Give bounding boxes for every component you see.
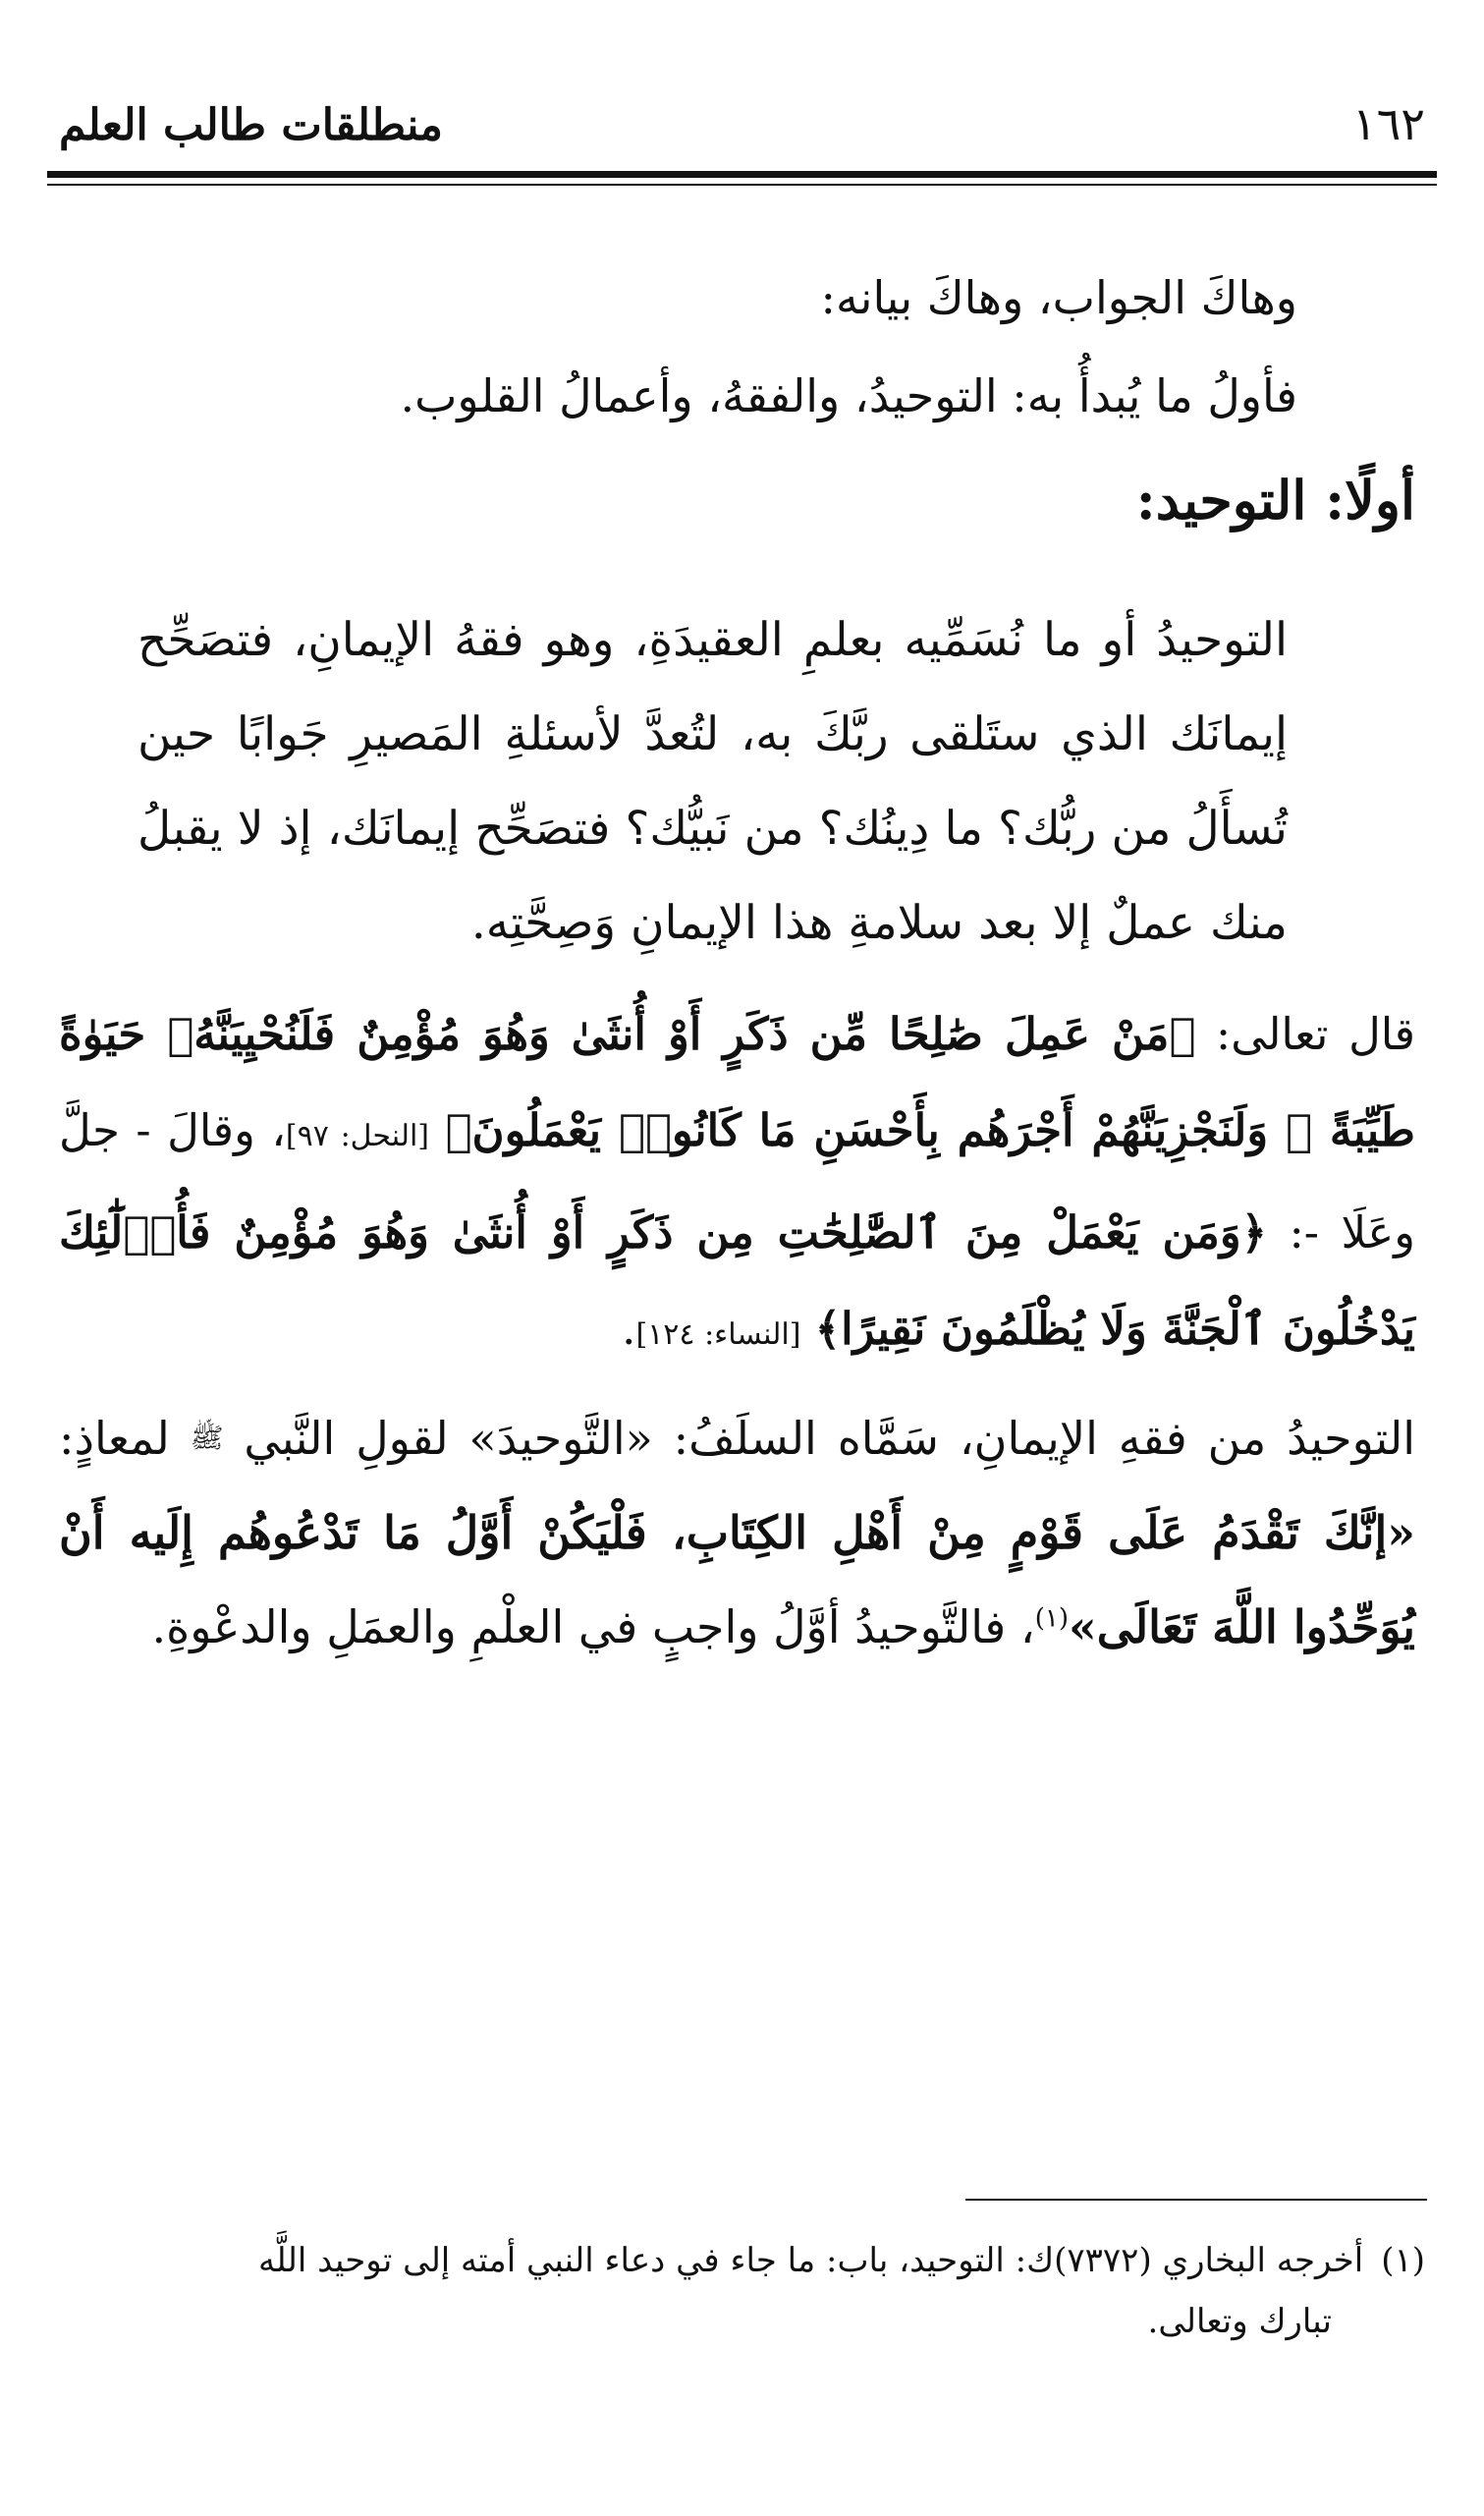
footnote-line-2: تبارك وتعالى.: [1147, 2302, 1332, 2341]
footnote-line-1: [69, 2230, 1425, 2291]
first-start-paragraph: فأولُ ما يُبدأُ به: التوحيدُ، والفقهُ، وأعمالُ القلوب.: [400, 369, 1297, 422]
verse-nisa: ﴿وَمَن يَعْمَلْ مِنَ ٱلصَّٰلِحَٰتِ مِن ذَكَرٍ أَوْ أُنثَىٰ وَهُوَ مُؤْمِنٌ فَأُو۟لَٰٓئِكَ يَدْخُلُونَ ٱلْجَنَّةَ وَلَا يُظْلَمُونَ نَقِيرًا﴾: [59, 1206, 1415, 1355]
tawhid-salaf-paragraph: [59, 1391, 1415, 1674]
salaf-text-1: التوحيدُ من فقهِ الإيمانِ، سَمَّاه السلَفُ: «التَّوحيدَ» لقولِ النَّبي: [244, 1412, 1416, 1465]
header-rule-thick: [47, 171, 1437, 178]
verse-nahl: ﴿مَنْ عَمِلَ صَٰلِحًا مِّن ذَكَرٍ أَوْ أُنثَىٰ وَهُوَ مُؤْمِنٌ فَلَنُحْيِيَنَّهُۥ حَيَوٰةً طَيِّبَةً ۖ وَلَنَجْزِيَنَّهُمْ أَجْرَهُم بِأَحْسَنِ مَا كَانُوا۟ يَعْمَلُونَ﴾: [59, 1008, 1415, 1156]
quran-intro: قال تعالى:: [1216, 1008, 1415, 1060]
page-number: ١٦٢: [1351, 97, 1425, 150]
citation-nahl: [النحل: ٩٧]: [285, 1119, 429, 1153]
citation-nisa: [النساء: ١٢٤]: [635, 1317, 801, 1352]
footnote-marker: (١): [1381, 2241, 1425, 2280]
hadith-quote: «إنَّكَ تَقْدَمُ عَلَى قَوْمٍ مِنْ أَهْلِ الكِتَابِ، فَلْيَكُنْ أَوَّلُ مَا تَدْعُوهُم إِلَيه أَنْ يُوَحِّدُوا اللَّهَ تَعَالَى»: [59, 1506, 1415, 1653]
page-header: [44, 94, 1440, 163]
salla-symbol: ﷺ: [190, 1422, 224, 1454]
quran-end: .: [622, 1303, 636, 1355]
salaf-text-3: ، فالتَّوحيدُ أوَّلُ واجبٍ في العلْمِ والعمَلِ والدعْوةِ.: [151, 1600, 1035, 1653]
footnote: [69, 2230, 1425, 2352]
section-heading: أولًا: التوحيد:: [1135, 469, 1415, 531]
quran-paragraph: [59, 986, 1415, 1383]
salaf-text-2: لمعاذٍ:: [59, 1412, 170, 1465]
tawhid-definition-paragraph: التوحيدُ أو ما نُسَمِّيه بعلمِ العقيدَةِ، وهو فقهُ الإيمانِ، فتصَحِّح إيمانَك الذي ستَلقى ربَّكَ به، لتُعدَّ لأسئلةِ المَصيرِ جَوابًا حين تُسأَلُ من ربُّك؟ ما دِينُك؟ من نَبيُّك؟ فتصَحِّح إيمانَك، إذ لا يقبلُ منك عملٌ إلا بعد سلامةِ هذا الإيمانِ وَصِحَّتِه.: [137, 613, 1288, 950]
footnote-reference[interactable]: (١): [1034, 1603, 1070, 1634]
header-rule-thin: [47, 184, 1437, 186]
intro-paragraph: وهاكَ الجواب، وهاكَ بيانه:: [820, 271, 1297, 324]
quran-connector: ، وقالَ - جلَّ وعَلَا -:: [59, 1104, 1415, 1258]
running-title: منطلقات طالب العلم: [59, 100, 443, 150]
main-text: [59, 251, 1415, 1682]
footnote-separator: [965, 2199, 1427, 2201]
footnote-text-1: أخرجه البخاري (٧٣٧٢)ك: التوحيد، باب: ما جاء في دعاء النبي أمته إلى توحيد اللَّه: [258, 2241, 1364, 2280]
